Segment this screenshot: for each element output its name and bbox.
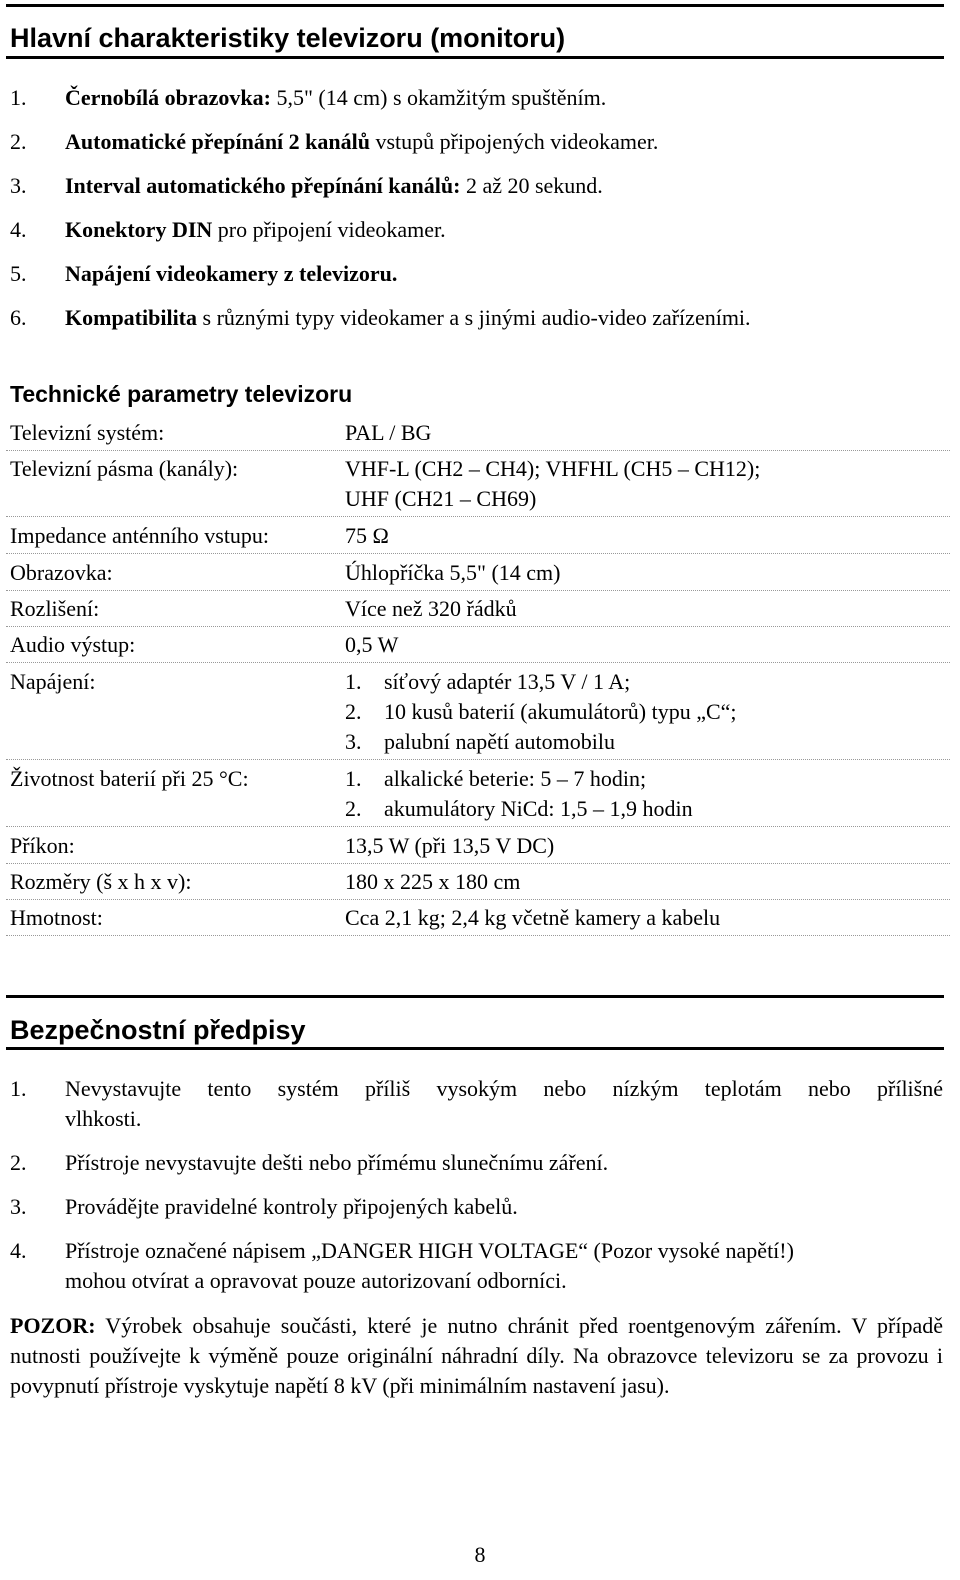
spec-value <box>345 667 737 757</box>
safety-number: 4. <box>10 1238 27 1263</box>
spec-label: Obrazovka: <box>10 560 113 585</box>
feature-number: 3. <box>10 173 27 198</box>
spec-value: VHF-L (CH2 – CH4); VHFHL (CH5 – CH12); UHF (CH21 – CH69) <box>345 456 761 511</box>
spec-row <box>6 521 950 554</box>
sub-item: 1. síťový adaptér 13,5 V / 1 A; <box>345 669 631 694</box>
spec-value: 75 Ω <box>345 523 389 548</box>
safety-number: 2. <box>10 1150 27 1175</box>
safety-text: Přístroje nevystavujte dešti nebo přímému slunečnímu záření. <box>65 1150 609 1175</box>
spec-value: 0,5 W <box>345 632 399 657</box>
sub-item: 2. 10 kusů baterií (akumulátorů) typu „C“; <box>345 699 737 724</box>
feature-text: Interval automatického přepínání kanálů: 2 až 20 sekund. <box>65 173 603 198</box>
spec-value <box>345 764 693 824</box>
spec-row <box>6 867 950 900</box>
safety-text: Provádějte pravidelné kontroly připojených kabelů. <box>65 1194 518 1219</box>
feature-number: 5. <box>10 261 27 286</box>
spec-label: Impedance anténního vstupu: <box>10 523 270 548</box>
feature-number: 4. <box>10 217 27 242</box>
feature-text: Černobílá obrazovka: 5,5" (14 cm) s okamžitým spuštěním. <box>65 85 607 110</box>
spec-row <box>6 454 950 517</box>
spec-value: Cca 2,1 kg; 2,4 kg včetně kamery a kabelu <box>345 905 721 930</box>
spec-value: 13,5 W (při 13,5 V DC) <box>345 833 555 858</box>
spec-label: Napájení: <box>10 669 96 694</box>
safety-number: 3. <box>10 1194 27 1219</box>
warning-label: POZOR: <box>10 1313 96 1338</box>
spec-row <box>6 418 950 451</box>
sub-item: 1. alkalické beterie: 5 – 7 hodin; <box>345 766 647 791</box>
sub-item: 2. akumulátory NiCd: 1,5 – 1,9 hodin <box>345 796 693 821</box>
spec-row <box>6 764 950 827</box>
spec-row <box>6 831 950 864</box>
spec-value: Více než 320 řádků <box>345 596 517 621</box>
spec-value: 180 x 225 x 180 cm <box>345 869 521 894</box>
spec-label: Televizní systém: <box>10 420 165 445</box>
section-title-characteristics: Hlavní charakteristiky televizoru (monitoru) <box>10 23 566 53</box>
warning-paragraph <box>10 1311 943 1401</box>
spec-value: PAL / BG <box>345 420 432 445</box>
spec-label: Audio výstup: <box>10 632 136 657</box>
spec-row <box>6 903 950 936</box>
spec-label: Rozlišení: <box>10 596 100 621</box>
feature-text: Automatické přepínání 2 kanálů vstupů připojených videokamer. <box>65 129 659 154</box>
safety-number: 1. <box>10 1076 27 1101</box>
section-title-technical-parameters: Technické parametry televizoru <box>10 381 353 407</box>
feature-text: Konektory DIN pro připojení videokamer. <box>65 217 446 242</box>
spec-label: Životnost baterií při 25 °C: <box>10 766 249 791</box>
spec-row <box>6 558 950 591</box>
spec-label: Rozměry (š x h x v): <box>10 869 192 894</box>
feature-text: Napájení videokamery z televizoru. <box>65 261 398 286</box>
spec-label: Příkon: <box>10 833 75 858</box>
top-rule <box>6 4 944 7</box>
feature-number: 6. <box>10 305 27 330</box>
spec-row <box>6 667 950 760</box>
section-title-underline <box>6 56 944 59</box>
safety-text: Nevystavujte tento systém příliš vysokým nebo nízkým teplotám nebo přílišné vlhkosti. <box>65 1076 943 1131</box>
section-title-safety: Bezpečnostní předpisy <box>10 1015 306 1045</box>
spec-label: Hmotnost: <box>10 905 103 930</box>
feature-number: 1. <box>10 85 27 110</box>
section-top-rule <box>6 995 944 998</box>
warning-text: Výrobek obsahuje součásti, které je nutno chránit před roentgenovým zářením. V případě nutnosti používejte k výměně pouze originální náhradní díly. Na obrazovce televizoru se za provozu i povypnutí přístroje vyskytuje napětí 8 kV (při minimálním nastavení jasu). <box>10 1313 943 1398</box>
feature-text: Kompatibilita s různými typy videokamer a s jinými audio-video zařízeními. <box>65 305 751 330</box>
feature-number: 2. <box>10 129 27 154</box>
section-title-underline <box>6 1047 944 1050</box>
safety-text: Přístroje označené nápisem „DANGER HIGH VOLTAGE“ (Pozor vysoké napětí!) mohou otvírat a opravovat pouze autorizovaní odborníci. <box>65 1238 794 1293</box>
spec-row <box>6 594 950 627</box>
sub-item: 3. palubní napětí automobilu <box>345 729 615 754</box>
spec-row <box>6 630 950 663</box>
spec-value: Úhlopříčka 5,5" (14 cm) <box>345 560 561 585</box>
page-number: 8 <box>474 1542 486 1567</box>
spec-label: Televizní pásma (kanály): <box>10 456 239 481</box>
